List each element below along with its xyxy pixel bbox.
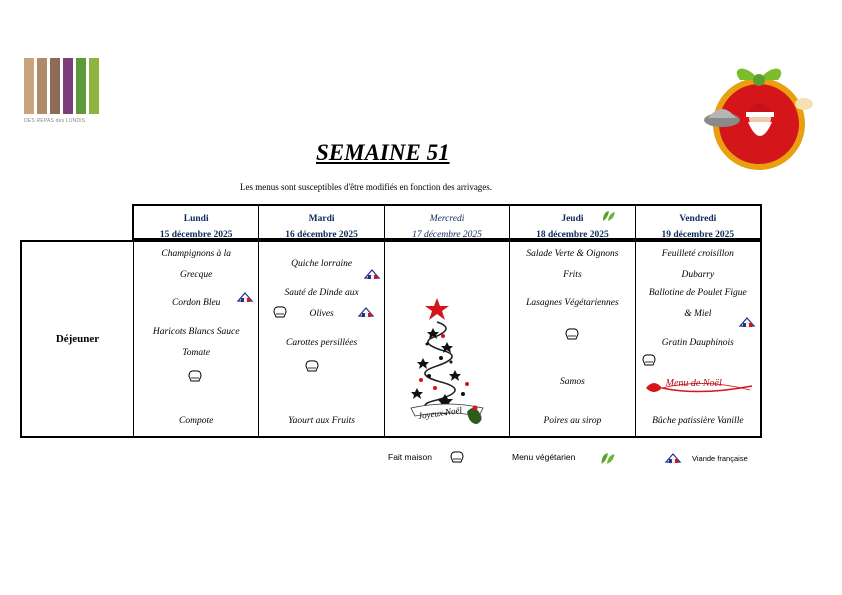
day-date: 16 décembre 2025	[285, 230, 358, 240]
day-header-mardi	[258, 206, 383, 238]
company-logo	[24, 58, 120, 130]
menu-item: Poires au sirop	[543, 416, 602, 426]
day-date: 15 décembre 2025	[159, 230, 233, 240]
menu-item: Sauté de Dinde aux	[284, 288, 359, 298]
french-meat-icon	[357, 304, 375, 320]
menu-item: Carottes persillées	[286, 338, 358, 348]
menu-item: Champignons à la	[161, 249, 232, 259]
day-date: 17 décembre 2025	[412, 230, 482, 240]
menu-col-mardi	[258, 242, 383, 436]
day-name: Mardi	[308, 214, 335, 224]
menu-item: Grecque	[180, 270, 213, 280]
vegetarian-leaf-icon	[602, 210, 616, 222]
menu-item: Samos	[560, 377, 585, 387]
menu-item: Feuilleté croisillon	[661, 249, 734, 259]
legend-label: Menu végétarien	[512, 452, 576, 462]
meal-label-dejeuner: Déjeuner	[22, 242, 134, 436]
homemade-chef-icon	[448, 449, 466, 465]
day-date: 19 décembre 2025	[661, 230, 735, 240]
day-name: Vendredi	[679, 214, 717, 224]
menu-col-vendredi	[635, 242, 760, 436]
page-title: SEMAINE 51	[316, 140, 450, 165]
legend-vegetarien	[512, 452, 575, 462]
logo-bar	[24, 58, 34, 114]
day-name: Lundi	[183, 214, 209, 224]
logo-bar	[89, 58, 99, 114]
menu-item: Olives	[309, 309, 334, 319]
french-meat-icon	[738, 314, 756, 330]
santa-ornament-image	[700, 60, 818, 172]
menu-item: & Miel	[684, 309, 712, 319]
menu-item: Cordon Bleu	[171, 298, 221, 308]
logo-bar	[50, 58, 60, 114]
menu-item: Tomate	[182, 348, 211, 358]
menu-item: Compote	[179, 416, 214, 426]
logo-text: DES REPAS des LUNDIS	[24, 118, 86, 124]
day-header-jeudi	[509, 206, 634, 238]
day-name: Jeudi	[561, 214, 584, 224]
menu-table	[20, 240, 762, 438]
day-header-vendredi	[635, 206, 760, 238]
day-name: Mercredi	[429, 214, 465, 224]
logo-bar	[63, 58, 73, 114]
menu-item: Lasagnes Végétariennes	[526, 298, 619, 308]
day-header-lundi	[134, 206, 258, 238]
menu-item: Salade Verte & Oignons	[526, 249, 619, 259]
menu-item: Dubarry	[681, 270, 715, 280]
menu-col-jeudi	[509, 242, 634, 436]
menu-item: Haricots Blancs Sauce	[152, 327, 240, 337]
french-meat-icon	[664, 450, 682, 466]
menu-item: Ballotine de Poulet Figue	[648, 288, 747, 298]
homemade-chef-icon	[186, 368, 204, 384]
day-date: 18 décembre 2025	[536, 230, 609, 240]
menu-item: Frits	[563, 270, 582, 280]
days-header	[132, 204, 762, 240]
french-meat-icon	[236, 289, 254, 305]
menu-disclaimer: Les menus sont susceptibles d'être modifiés en fonction des arrivages.	[240, 182, 493, 192]
logo-bar	[76, 58, 86, 114]
homemade-chef-icon	[640, 352, 658, 368]
menu-col-lundi	[134, 242, 258, 436]
joyeux-noel-text: Joyeux Noël	[417, 404, 463, 422]
legend-label: Fait maison	[388, 452, 432, 462]
logo-bars	[24, 58, 120, 114]
menu-item: Quiche lorraine	[291, 259, 353, 269]
menu-col-mercredi	[384, 242, 509, 436]
french-meat-icon	[363, 266, 381, 282]
menu-item: Bûche patissière Vanille	[652, 416, 744, 426]
logo-bar	[37, 58, 47, 114]
menu-de-noel-ribbon	[644, 374, 754, 400]
day-header-mercredi	[384, 206, 509, 238]
menu-item: Gratin Dauphinois	[661, 338, 734, 348]
legend-viande-francaise	[692, 454, 748, 463]
legend-fait-maison	[388, 452, 432, 462]
homemade-chef-icon	[303, 358, 321, 374]
menu-item: Yaourt aux Fruits	[288, 416, 355, 426]
legend-label: Viande française	[692, 454, 748, 463]
homemade-chef-icon	[563, 326, 581, 342]
vegetarian-leaf-icon	[600, 452, 616, 465]
menu-de-noel-label: Menu de Noël	[665, 378, 722, 389]
